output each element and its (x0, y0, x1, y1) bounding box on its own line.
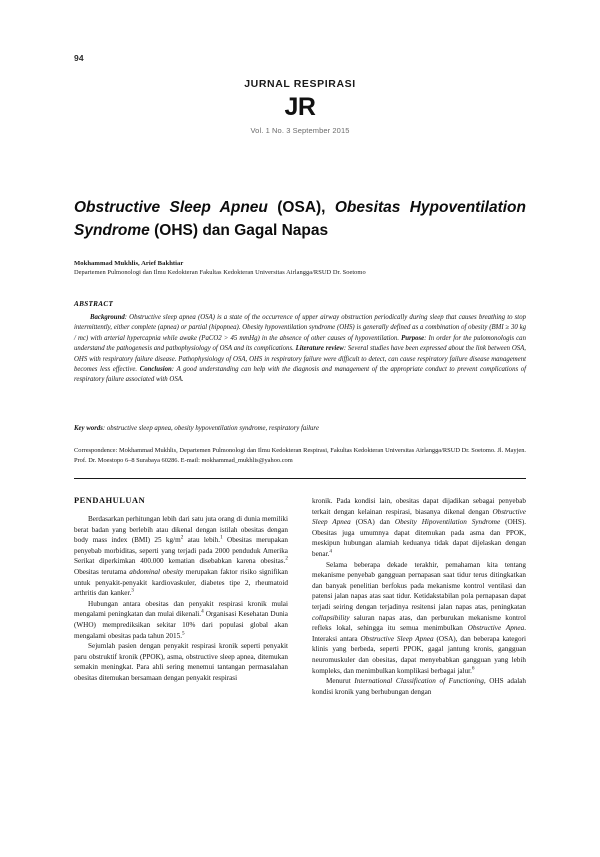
body-column-left (74, 496, 288, 684)
keywords-line (74, 424, 526, 434)
title-segment-roman-1: (OSA), (267, 199, 335, 216)
abstract-label-background: Background (90, 314, 125, 321)
journal-masthead (0, 78, 600, 136)
title-segment-italic-1: Obstructive Sleep Apneu (74, 199, 268, 216)
paragraph-italic-term: collapsibility (312, 613, 350, 622)
superscript-ref: 4 (329, 548, 332, 555)
superscript-ref: 2 (285, 555, 288, 562)
paragraph-text: kronik. Pada kondisi lain, obesitas dapat dijadikan sebagai penyebab terkait dengan kelainan respirasi, biasanya dikenal dengan (312, 497, 526, 516)
superscript-ref: 5 (182, 630, 185, 637)
header-divider (74, 478, 526, 479)
title-segment-italic-2: Obesitas Hypoventilation (334, 199, 526, 216)
paragraph-text: Menurut (326, 677, 355, 686)
section-heading-pendahuluan: PENDAHULUAN (74, 496, 146, 505)
paragraph-text: Organisasi Kesehatan Dunia (WHO) memprediksikan sekitar 10% dari populasi global akan mengalami obesitas pada tahun 2015. (74, 610, 288, 640)
paragraph-italic-term: Obstructive Sleep Apnea (360, 634, 434, 643)
paragraph-text: Obesitas merupakan penyebab morbiditas, seperti yang terjadi pada 2000 penduduk Amerika Serikat diperkimkan 400.000 kematian disebabkan karena obesitas. (74, 536, 289, 566)
superscript-ref: 2 (180, 534, 184, 541)
correspondence-block: Correspondence: Mokhammad Mukhlis, Departemen Pulmonologi dan Ilmu Kedokteran Respirasi, Fakultas Kedokteran Universitas Airlangga/RSUD Dr. Soetomo. Jl. Mayjen. Prof. Dr. Moestopo 6–8 Surabaya 60286. E-mail: mokhammad_mukhlis@yahoo.com (74, 447, 526, 464)
abstract-label-literature: Literature review (295, 345, 344, 353)
paragraph-text: Selama beberapa dekade terakhir, pemahaman kita tentang mekanisme penyebab gangguan pernapasan saat tidur terus ditingkatkan dan banyak penelitian berfokus pada mekanisme kontrol ventilasi dan patensi jalan napas atas saat tidur. Ketidakstabilan pola pernapasan dapat terjadi seiring dengan terjadinya resitensi jalan napas atas, peningkatan (312, 560, 526, 611)
paragraph (312, 676, 526, 697)
paragraph-italic-term: Obesity Hipoventilation Syndrome (394, 518, 501, 527)
abstract-heading: ABSTRACT (74, 300, 114, 308)
title-segment-roman-2: (OHS) dan Gagal Napas (149, 222, 329, 239)
journal-name: JURNAL RESPIRASI (244, 78, 356, 90)
paragraph-text: (OHS). Obesitas juga umumnya dapat ditemukan pada asma dan PPOK, meskipun hubungan alamiah keduanya tidak dapat dijelaskan dengan benar. (312, 518, 527, 558)
abstract-text-conclusion: : A good understanding can help with the diagnosis and management of the appropriate conduct to prevent complications of respiratory failure associated with OSA. (74, 366, 526, 384)
page-title (74, 196, 526, 242)
paragraph-text: Berdasarkan perhitungan lebih dari satu juta orang di dunia memiliki berat badan yang berlebih atau dikenal dengan istilah obesitas dengan body mass index (BMI) 25 kg/m (74, 515, 288, 545)
paragraph-text: Hubungan antara obesitas dan penyakit respirasi kronik mulai mengalami peningkatan dan mulai dikenali. (74, 599, 288, 619)
author-affiliation: Departemen Pulmonologi dan Ilmu Kedokteran Fakultas Kedokteran Universitas Airlangga/RSUD Dr. Soetomo (74, 269, 366, 276)
superscript-ref: 6 (471, 665, 475, 672)
title-segment-italic-3: Syndrome (74, 222, 150, 239)
paragraph (74, 599, 288, 641)
paragraph: Sejumlah pasien dengan penyakit respirasi kronik seperti penyakit paru obstruktif kronik (PPOK), asma, obstructive sleep apnea, ditemukan semakin meningkat. Para ahli sering menemui tantangan permasalahan obesitas ditemukan bersamaan dengan penyakit respirasi (74, 642, 288, 682)
superscript-ref: 3 (131, 587, 134, 594)
paragraph-text: . Interaksi antara (312, 624, 526, 643)
paragraph-italic-term: abdominal obesity (129, 567, 184, 576)
journal-logo: JR (284, 93, 316, 121)
paragraph-text: (OSA), dan beberapa kategori klinis yang berbeda, seperti PPOK, gagal jantung kronis, gangguan neuromuskuler dan obesitas, dapat menyebabkan gangguan yang lebih kompleks, dan menimbulkan komplikasi berbagai jalur. (312, 634, 526, 675)
paragraph-text: (OSA) dan (350, 518, 395, 527)
superscript-ref: 1 (220, 534, 223, 541)
superscript-ref: 4 (201, 608, 204, 615)
paragraph-italic-term: Obstructive Sleep Apnea (312, 507, 526, 527)
abstract-text (74, 313, 526, 386)
paragraph-text: , OHS adalah kondisi kronik yang berhubungan dengan (312, 677, 526, 696)
paragraph-text: merupakan faktor risiko signifikan untuk penyakit-penyakit kardiovaskuler, diabetes tipe 2, rheumatoid arthritis dan kanker. (74, 567, 288, 598)
paragraph (74, 514, 288, 599)
abstract-label-purpose: Purpose (401, 334, 425, 342)
paragraph-text: atau lebih. (183, 536, 221, 545)
paragraph-text: saluran napas atas, dan perburukan mekanisme kontrol refleks lokal, sehingga itu semua menimbulkan (312, 613, 526, 633)
body-columns (74, 496, 526, 796)
keywords-text: : obstructive sleep apnea, obesity hypoventilation syndrome, respiratory failure (102, 425, 319, 432)
abstract-text-purpose: : In order for the pulomonologis can understand the pathogenesis and pathophysiology of OSA and its complications. (74, 334, 526, 353)
article-title-block (74, 196, 526, 242)
abstract-block (74, 300, 526, 386)
abstract-text-background: : Obstructive sleep apnea (OSA) is a state of the occurrence of upper airway obstruction periodically during sleep that causes breathing to stop intermittently, either complete (apnea) or partial (hipopnea). Obesity hypoventilation syndrome (OHS) is generally defined as a combination of obesity (BMI ≥ 30 kg / mc) with arterial hypercapnia while awake (PaCO2 > 45 mmHg) in the absence of other causes of hypoventilation. (74, 314, 526, 342)
paragraph-italic-term: International Classification of Functioning (354, 677, 484, 686)
abstract-text-literature: : Several studies have been expressed about the link between OSA, OHS with respiratory failure disease. Pathophysiology of OSA, OHS in respiratory failure were difficult to detect, can cause respiratory failure disease management becomes less effective. (74, 345, 526, 374)
paragraph (312, 496, 526, 560)
abstract-label-conclusion: Conclusion (139, 366, 172, 374)
paragraph-italic-term: Obstructive Apnea (467, 624, 525, 633)
paragraph (312, 560, 526, 677)
author-list: Mokhammad Mukhlis, Arief Bakhtiar (74, 260, 184, 267)
paragraph-text: Obesitas terutama (74, 567, 130, 576)
body-column-right (312, 496, 526, 697)
keywords-label: Key words (74, 425, 103, 432)
journal-issue: Vol. 1 No. 3 September 2015 (250, 126, 350, 135)
page-number: 94 (74, 53, 84, 63)
